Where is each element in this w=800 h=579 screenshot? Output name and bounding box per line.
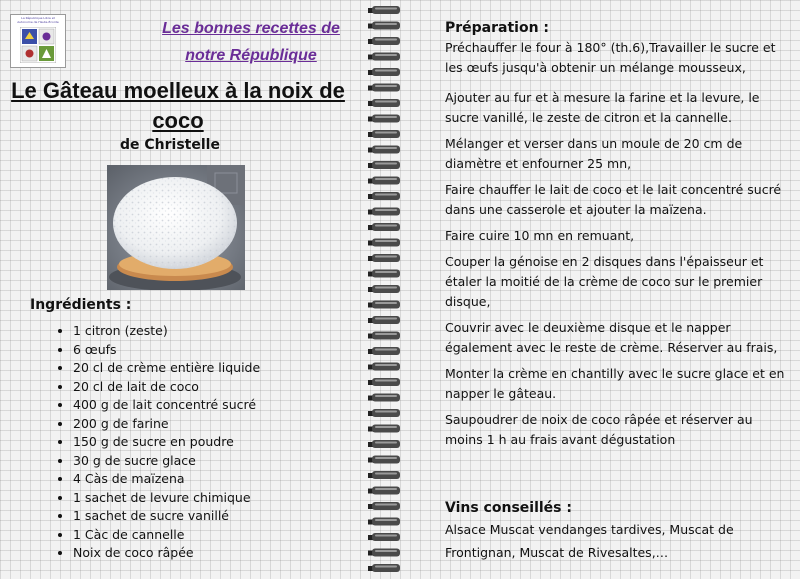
ingredient-item: • 30 g de sucre glace: [73, 452, 373, 471]
spiral-coil: [368, 146, 400, 154]
ingredient-item: • 1 sachet de sucre vanillé: [73, 507, 373, 526]
spiral-coil: [368, 332, 400, 340]
ingredients-heading: Ingrédients :: [30, 297, 132, 313]
wines-text: Alsace Muscat vendanges tardives, Muscat de Frontignan, Muscat de Rivesaltes,…: [445, 522, 734, 560]
spiral-coil: [368, 84, 400, 92]
ingredient-item: • 200 g de farine: [73, 415, 373, 434]
spiral-coil: [368, 223, 400, 231]
spiral-coil: [368, 394, 400, 402]
spiral-coil: [368, 254, 400, 262]
spiral-coil: [368, 177, 400, 185]
spiral-coil: [368, 518, 400, 526]
spiral-coil: [368, 37, 400, 45]
coat-of-arms-icon: [20, 27, 56, 63]
spiral-coil: [368, 6, 400, 14]
ingredient-item: • 20 cl de crème entière liquide: [73, 359, 373, 378]
spiral-coil: [368, 378, 400, 386]
recipe-title: Le Gâteau moelleux à la noix de coco: [11, 78, 345, 133]
preparation-step: Faire cuire 10 mn en remuant,: [445, 228, 635, 243]
preparation-step: Monter la crème en chantilly avec le sucre glace et en napper le gâteau.: [445, 366, 785, 401]
preparation-step: Préchauffer le four à 180° (th.6),Travailler le sucre et les œufs jusqu'à obtenir un mélange mousseux,: [445, 40, 776, 75]
spiral-coil: [368, 192, 400, 200]
spiral-coil: [368, 440, 400, 448]
ingredient-item: • 1 sachet de levure chimique: [73, 489, 373, 508]
series-title-line2: notre République: [185, 47, 317, 64]
spiral-coil: [368, 99, 400, 107]
ingredient-item: • 6 œufs: [73, 341, 373, 360]
spiral-coil: [368, 549, 400, 557]
preparation-step: Faire chauffer le lait de coco et le lait concentré sucré dans une casserole et ajouter la maïzena.: [445, 182, 782, 217]
spiral-coil: [368, 22, 400, 30]
spiral-coil: [368, 363, 400, 371]
spiral-coil: [368, 316, 400, 324]
ingredient-item: • 400 g de lait concentré sucré: [73, 396, 373, 415]
cake-photo: [107, 165, 245, 290]
preparation-step: Ajouter au fur et à mesure la farine et la levure, le sucre vanillé, le zeste de citron et la cannelle.: [445, 90, 760, 125]
ingredient-item: • Noix de coco râpée: [73, 544, 373, 563]
spiral-coil: [368, 130, 400, 138]
spiral-coil: [368, 425, 400, 433]
spiral-coil: [368, 533, 400, 541]
preparation-step: Couvrir avec le deuxième disque et le napper également avec le reste de crème. Réserver au frais,: [445, 320, 778, 355]
ingredient-list: [53, 322, 373, 563]
spiral-coil: [368, 270, 400, 278]
preparation-step: Mélanger et verser dans un moule de 20 cm de diamètre et enfourner 25 mn,: [445, 136, 743, 171]
wines-heading: Vins conseillés :: [445, 500, 572, 516]
republic-logo: [10, 14, 66, 68]
spiral-binding: [368, 0, 402, 579]
spiral-coil: [368, 53, 400, 61]
spiral-coil: [368, 68, 400, 76]
spiral-coil: [368, 409, 400, 417]
spiral-coil: [368, 456, 400, 464]
preparation-step: Couper la génoise en 2 disques dans l'épaisseur et étaler la moitié de la crème de coco sur le premier disque,: [445, 254, 764, 309]
preparation-steps: [445, 38, 790, 450]
recipe-author: de Christelle: [120, 137, 220, 153]
ingredient-item: • 4 Càs de maïzena: [73, 470, 373, 489]
series-title-line1: Les bonnes recettes de: [162, 20, 340, 37]
spiral-coil: [368, 347, 400, 355]
spiral-coil: [368, 564, 400, 572]
spiral-coil: [368, 471, 400, 479]
spiral-coil: [368, 239, 400, 247]
ingredient-item: • 1 citron (zeste): [73, 322, 373, 341]
spiral-coil: [368, 285, 400, 293]
spiral-coil: [368, 502, 400, 510]
spiral-coil: [368, 208, 400, 216]
preparation-step: Saupoudrer de noix de coco râpée et réserver au moins 1 h au frais avant dégustation: [445, 412, 753, 447]
spiral-coil: [368, 487, 400, 495]
spiral-coil: [368, 301, 400, 309]
spiral-coil: [368, 161, 400, 169]
ingredient-item: • 1 Càc de cannelle: [73, 526, 373, 545]
logo-caption: La République Libre et Autonome de Haute-Écorde: [17, 16, 59, 24]
spiral-coil: [368, 115, 400, 123]
ingredient-item: • 20 cl de lait de coco: [73, 378, 373, 397]
preparation-heading: Préparation :: [445, 20, 550, 36]
left-page: [0, 0, 368, 579]
ingredient-item: • 150 g de sucre en poudre: [73, 433, 373, 452]
